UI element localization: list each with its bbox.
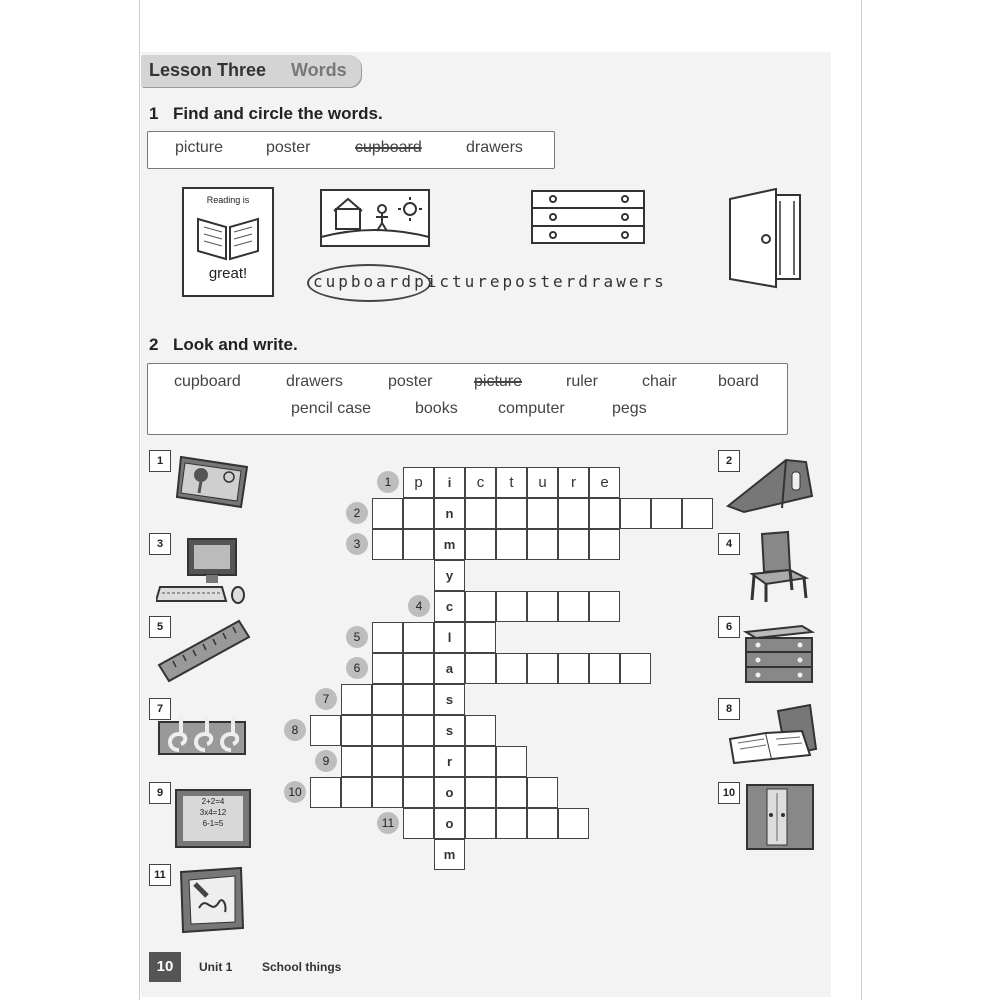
board-line-1: 2+2=4 [201, 797, 225, 806]
ex2-word-pencil-case: pencil case [291, 400, 372, 417]
crossword-cell-vertical: o [434, 808, 465, 839]
crossword-cell[interactable] [372, 498, 403, 529]
pic-label-5: 5 [149, 616, 171, 638]
crossword-cell[interactable] [341, 684, 372, 715]
exercise1-heading: Find and circle the words. [173, 104, 383, 123]
crossword-cell-vertical: s [434, 684, 465, 715]
crossword-cell[interactable] [403, 684, 434, 715]
footer-unit: Unit 1 [199, 960, 233, 974]
crossword-cell-vertical: l [434, 622, 465, 653]
ex2-word-books: books [415, 400, 458, 417]
crossword-cell-vertical: a [434, 653, 465, 684]
page-number: 10 [149, 952, 181, 982]
poster-caption-bottom: great! [208, 265, 248, 282]
crossword-cell[interactable] [682, 498, 713, 529]
crossword-cell: t [496, 467, 527, 498]
crossword-cell[interactable] [465, 498, 496, 529]
pic-label-4: 4 [718, 533, 740, 555]
crossword-cell[interactable] [465, 808, 496, 839]
ex2-word-picture: picture [474, 373, 523, 390]
crossword-cell[interactable] [558, 653, 589, 684]
drawers-unit-icon [742, 624, 816, 684]
crossword-cell[interactable] [465, 715, 496, 746]
exercise2-number: 2 [149, 335, 159, 354]
crossword-cell: p [403, 467, 434, 498]
crossword-cell: r [558, 467, 589, 498]
ex2-word-computer: computer [498, 400, 565, 417]
crossword-cell[interactable] [403, 529, 434, 560]
crossword-cell-vertical: m [434, 529, 465, 560]
crossword-cell[interactable] [372, 684, 403, 715]
crossword-clue-4: 4 [408, 595, 430, 617]
crossword-cell-vertical: c [434, 591, 465, 622]
crossword-cell[interactable] [558, 591, 589, 622]
ex2-word-chair: chair [642, 373, 677, 390]
letter-string [313, 272, 667, 291]
crossword-clue-3: 3 [346, 533, 368, 555]
crossword-cell-vertical: n [434, 498, 465, 529]
crossword-cell[interactable] [589, 653, 620, 684]
letter-string-circled: cupboard [313, 272, 415, 291]
exercise1-number: 1 [149, 104, 159, 123]
poster-caption-top: Reading is [206, 195, 250, 205]
crossword-cell[interactable] [651, 498, 682, 529]
ruler-icon [157, 617, 251, 683]
crossword-cell[interactable] [527, 591, 558, 622]
crossword-cell[interactable] [341, 715, 372, 746]
crossword-clue-2: 2 [346, 502, 368, 524]
crossword-cell[interactable] [403, 653, 434, 684]
crossword-cell[interactable] [372, 746, 403, 777]
ex2-word-cupboard: cupboard [174, 373, 241, 390]
pegs-icon [157, 712, 249, 758]
crossword-cell-vertical: s [434, 715, 465, 746]
crossword-cell-vertical: r [434, 746, 465, 777]
crossword-cell: e [589, 467, 620, 498]
crossword-cell[interactable] [558, 529, 589, 560]
crossword-cell[interactable] [620, 653, 651, 684]
crossword-cell[interactable] [403, 715, 434, 746]
picture-frame-icon [320, 189, 432, 251]
crossword-cell[interactable] [589, 529, 620, 560]
letter-string-rest[interactable]: pictureposterdrawers [414, 272, 667, 291]
crossword-cell[interactable] [558, 808, 589, 839]
crossword-cell[interactable] [465, 529, 496, 560]
ex2-word-pegs: pegs [612, 400, 647, 417]
drawers-icon [531, 190, 647, 246]
crossword-clue-10: 10 [284, 781, 306, 803]
crossword-cell[interactable] [372, 529, 403, 560]
books-icon [726, 703, 818, 767]
lesson-title: Lesson Three [149, 60, 267, 80]
crossword-cell[interactable] [310, 777, 341, 808]
crossword-cell[interactable] [496, 746, 527, 777]
crossword-clue-9: 9 [315, 750, 337, 772]
crossword-cell[interactable] [496, 529, 527, 560]
crossword-cell[interactable] [341, 777, 372, 808]
pic-label-3: 3 [149, 533, 171, 555]
crossword-cell[interactable] [372, 777, 403, 808]
crossword-cell[interactable] [527, 777, 558, 808]
ex2-word-ruler: ruler [566, 373, 599, 390]
chair-icon [744, 530, 812, 604]
crossword-cell: c [465, 467, 496, 498]
crossword-cell[interactable] [465, 622, 496, 653]
crossword-cell[interactable] [341, 746, 372, 777]
crossword-cell-vertical: o [434, 777, 465, 808]
crossword-cell[interactable] [403, 777, 434, 808]
crossword-cell[interactable] [310, 715, 341, 746]
pic-label-7: 7 [149, 698, 171, 720]
crossword-clue-6: 6 [346, 657, 368, 679]
crossword-cell[interactable] [372, 715, 403, 746]
crossword-clue-5: 5 [346, 626, 368, 648]
exercise2-heading: Look and write. [173, 335, 298, 354]
crossword-clue-1: 1 [377, 471, 399, 493]
ex2-word-drawers: drawers [286, 373, 343, 390]
crossword-cell-vertical: y [434, 560, 465, 591]
crossword-cell[interactable] [372, 653, 403, 684]
crossword-cell[interactable] [527, 529, 558, 560]
pencil-case-icon [724, 456, 816, 514]
pic-label-9: 9 [149, 782, 171, 804]
crossword-cell[interactable] [465, 777, 496, 808]
pic-label-2: 2 [718, 450, 740, 472]
lesson-subtitle: Words [291, 60, 347, 80]
crossword-cell[interactable] [620, 498, 651, 529]
crossword-cell[interactable] [403, 746, 434, 777]
crossword-cell: u [527, 467, 558, 498]
crossword-cell[interactable] [527, 808, 558, 839]
crossword-clue-11: 11 [377, 812, 399, 834]
computer-icon [156, 537, 250, 607]
pic-label-1: 1 [149, 450, 171, 472]
footer-topic: School things [262, 960, 342, 974]
picture-icon [175, 453, 249, 509]
board-line-3: 6-1=5 [202, 819, 224, 828]
ex2-word-board: board [718, 373, 759, 390]
cupboard-door-icon [728, 187, 804, 289]
crossword-cell[interactable] [527, 498, 558, 529]
pic-label-10: 10 [718, 782, 740, 804]
crossword-cell[interactable] [589, 591, 620, 622]
crossword-cell[interactable] [403, 498, 434, 529]
crossword-cell[interactable] [496, 808, 527, 839]
cupboard-icon [745, 781, 817, 851]
crossword-clue-7: 7 [315, 688, 337, 710]
crossword-cell[interactable] [496, 591, 527, 622]
crossword-cell[interactable] [496, 653, 527, 684]
crossword-clue-8: 8 [284, 719, 306, 741]
ex2-word-poster: poster [388, 373, 433, 390]
crossword-cell[interactable] [372, 622, 403, 653]
exercise2-word-box [147, 363, 788, 435]
ex1-word-cupboard: cupboard [355, 139, 422, 156]
crossword-cell-vertical: i [434, 467, 465, 498]
crossword-cell[interactable] [496, 777, 527, 808]
pic-label-8: 8 [718, 698, 740, 720]
pic-label-11: 11 [149, 864, 171, 886]
ex1-word-drawers: drawers [466, 139, 523, 156]
board-line-2: 3x4=12 [199, 808, 227, 817]
crossword-cell[interactable] [558, 498, 589, 529]
crossword-cell[interactable] [465, 746, 496, 777]
crossword-cell[interactable] [403, 808, 434, 839]
ex1-word-picture: picture [175, 139, 224, 156]
poster-drawing-icon [177, 866, 247, 936]
ex1-word-poster: poster [266, 139, 311, 156]
board-surface [183, 796, 243, 841]
crossword-cell[interactable] [403, 622, 434, 653]
crossword-cell[interactable] [465, 591, 496, 622]
crossword-cell-vertical: m [434, 839, 465, 870]
crossword-cell[interactable] [589, 498, 620, 529]
pic-label-6: 6 [718, 616, 740, 638]
crossword-cell[interactable] [527, 653, 558, 684]
board-icon [175, 789, 251, 848]
crossword-cell[interactable] [465, 653, 496, 684]
reading-poster-image [182, 187, 274, 297]
crossword-cell[interactable] [496, 498, 527, 529]
